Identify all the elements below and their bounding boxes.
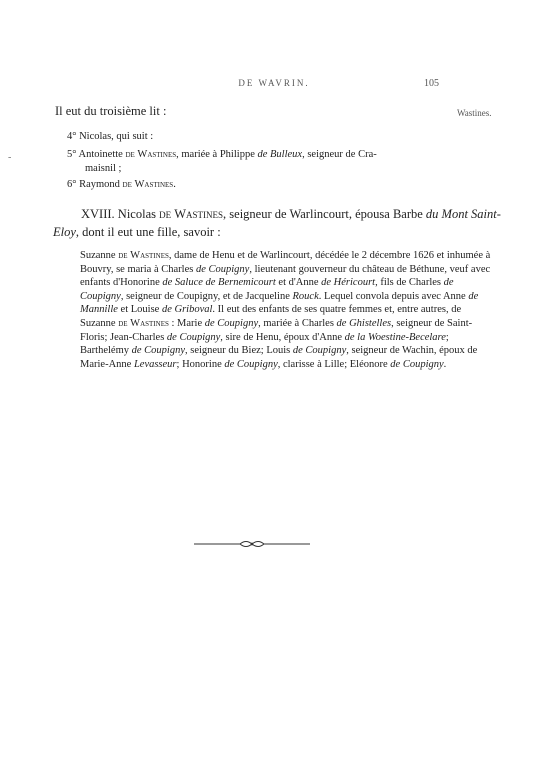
italic-name: de Mannille (80, 290, 479, 316)
item-text: Nicolas, qui suit : (79, 131, 154, 142)
page-number: 105 (424, 78, 439, 89)
italic-name: de Coupigny (204, 317, 259, 329)
item-text: Raymond (79, 179, 120, 190)
list-item-continuation: maisnil ; (85, 163, 122, 174)
text: , seigneur de Wachin, époux de Marie-Anne (80, 345, 478, 370)
surname: Wastines (137, 149, 177, 160)
italic-name: de Coupigny (390, 358, 444, 370)
text: . Lequel convola depuis avec Anne (318, 290, 466, 302)
item-number: 6° (67, 179, 77, 190)
paragraph-text: , seigneur de Warlincourt, épousa Barbe (223, 207, 423, 221)
text: et Louise (117, 304, 160, 316)
text: , clarisse à Lille; Eléonore (277, 358, 388, 370)
list-item (67, 149, 377, 160)
text: , fils de Charles (375, 277, 441, 289)
particle: de (122, 179, 132, 190)
text: , dame de Henu et de Warlincourt, décédée le 2 décembre 1626 et inhumée à Bouvry, se maria à Charles (80, 250, 491, 275)
item-text: , seigneur de Cra- (302, 149, 377, 160)
text: ; Barthelémy (80, 331, 449, 357)
paragraph-text: , dont il eut une fille, savoir : (75, 225, 221, 239)
text: et d'Anne (275, 277, 319, 289)
italic-name: Rouck (292, 290, 319, 302)
italic-name: de Coupigny (224, 358, 278, 370)
margin-mark: - (8, 152, 12, 163)
italic-name: de Coupigny (80, 277, 454, 302)
surname: Wastines (174, 207, 224, 221)
italic-name: de la Woestine-Becelare (344, 331, 446, 343)
text: . Il eut des enfants de ses quatre femmes et, entre autres, de Suzanne (80, 304, 462, 329)
text: , seigneur du Biez; Louis (184, 345, 291, 357)
text: , seigneur de Coupigny, et de Jacqueline (120, 290, 290, 302)
running-title: DE WAVRIN. (238, 78, 310, 88)
italic-name: du Mont Saint-Eloy (53, 207, 501, 239)
surname: Wastines (130, 250, 169, 261)
text: , lieutenant gouverneur du château de Béthune, veuf avec enfants d'Honorine (80, 263, 491, 289)
particle: de (118, 317, 128, 329)
text: , mariée à Charles (258, 317, 334, 329)
margin-note: Wastines. (457, 108, 492, 118)
italic-name: Levasseur (133, 358, 177, 370)
text: . (443, 358, 447, 370)
text: ; Honorine (176, 358, 222, 370)
particle: de (118, 250, 128, 261)
italic-name: de Ghistelles (336, 317, 392, 329)
text: Suzanne (80, 250, 116, 261)
text: , seigneur de Saint-Floris; Jean-Charles (80, 317, 473, 343)
italic-name: de Coupigny (166, 331, 221, 343)
italic-name: de Coupigny (195, 263, 250, 275)
list-item (67, 179, 176, 190)
item-text: . (173, 179, 176, 190)
italic-name: de Griboval (161, 304, 213, 316)
particle: de (159, 207, 172, 221)
intro-line: Il eut du troisième lit : (55, 104, 167, 118)
item-text: Antoinette (78, 149, 123, 160)
list-item (67, 131, 153, 142)
generation-label: XVIII. Nicolas (81, 207, 156, 221)
italic-name: de Héricourt (321, 277, 376, 289)
italic-name: de Coupigny (131, 345, 185, 357)
section-heading-paragraph (53, 205, 503, 241)
italic-name: de Coupigny (292, 345, 347, 357)
text: : Marie (168, 317, 203, 329)
italic-name: de Saluce de Bernemicourt (162, 277, 276, 289)
ornament-divider-icon (192, 538, 312, 550)
item-number: 4° (67, 131, 77, 142)
surname: Wastines (134, 179, 174, 190)
italic-name: de Bulleux (257, 149, 303, 160)
surname: Wastines (130, 317, 169, 329)
item-number: 5° (67, 149, 77, 160)
body-paragraph (80, 249, 492, 371)
text: , sire de Henu, époux d'Anne (220, 331, 343, 343)
item-text: , mariée à Philippe (176, 149, 255, 160)
particle: de (125, 149, 135, 160)
